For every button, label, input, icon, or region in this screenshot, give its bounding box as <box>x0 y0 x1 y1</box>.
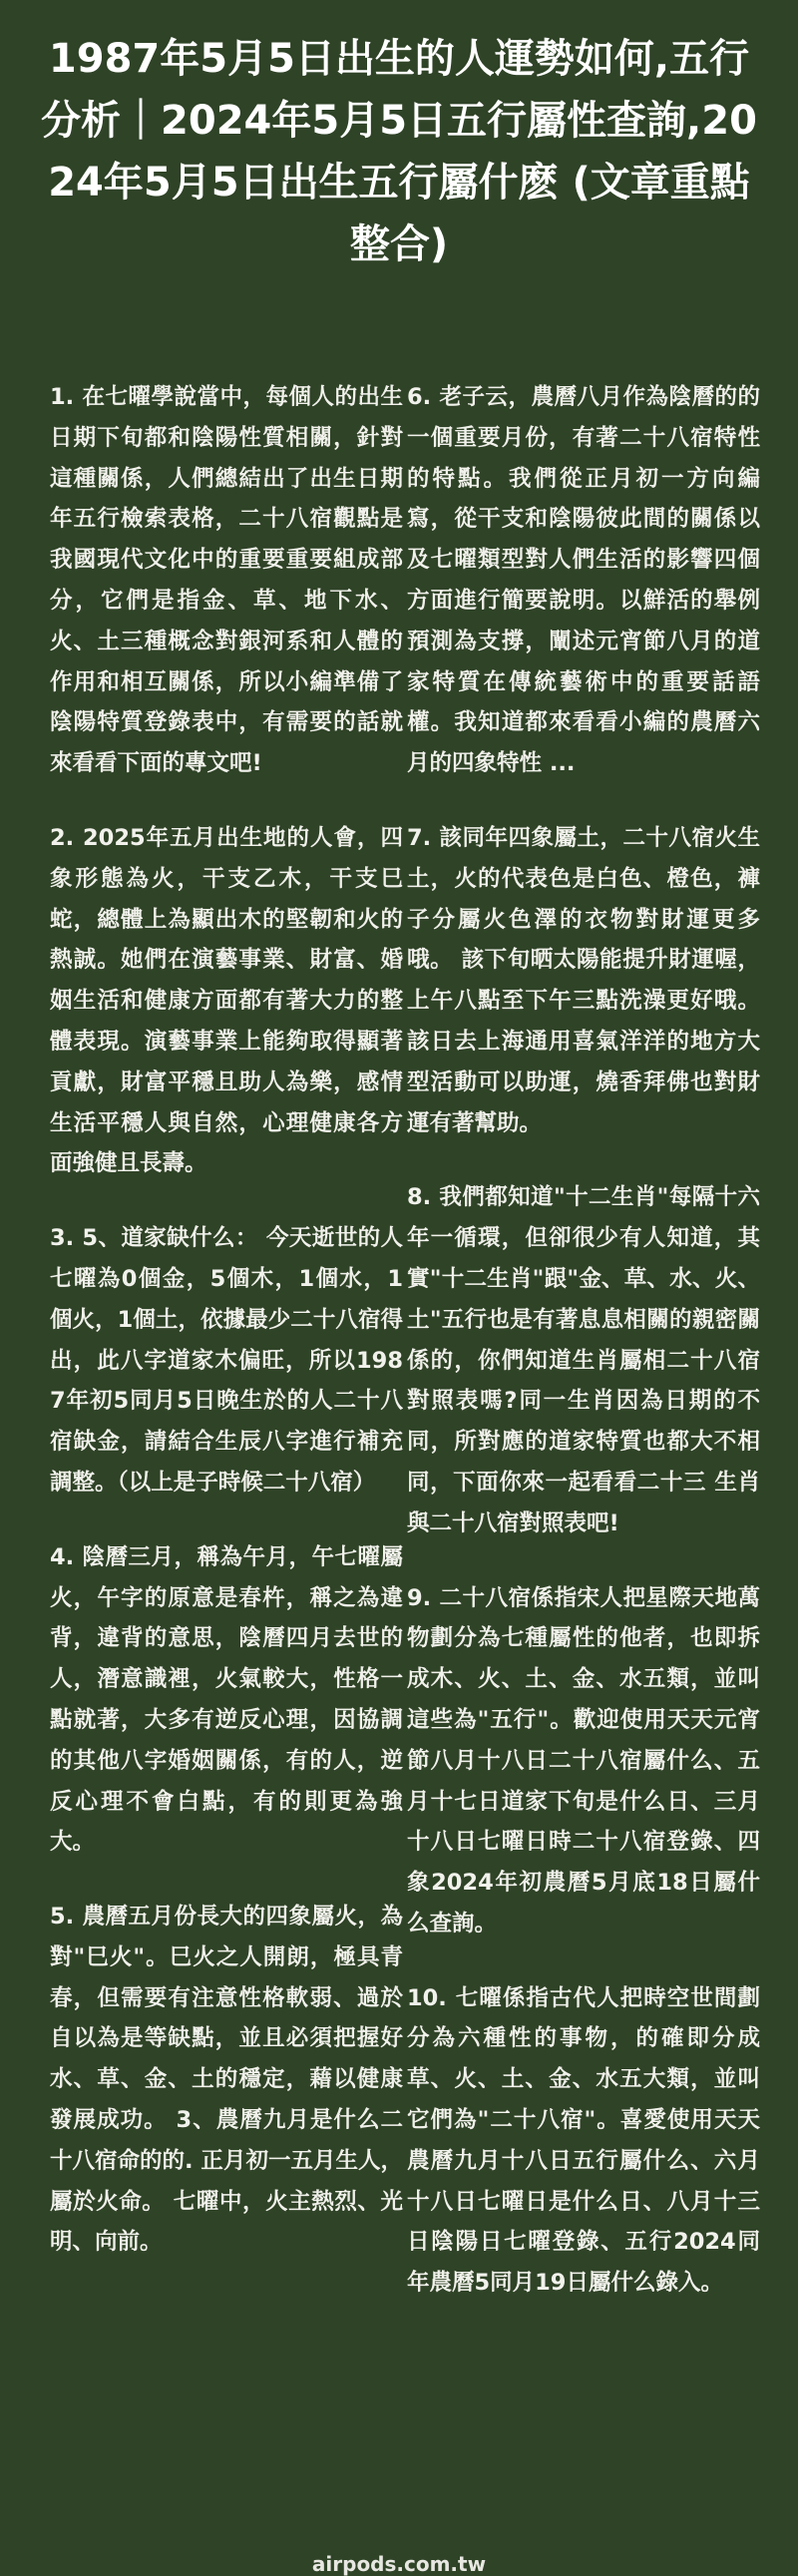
paragraph-10: 10. 七曜係指古代人把時空世間劃分為六種性的事物，的確即分成草、火、土、金、水五大類，並叫它們為"二十八宿"。喜愛使用天天農曆九月十八日五行屬什么、六月十八日七曜日是什么日、八月十三日陰陽日七曜登錄、五行2024同年農曆5同月19日屬什么錄入。 <box>407 1984 760 2297</box>
left-column <box>50 377 403 2297</box>
paragraph-2: 2. 2025年五月出生地的人會，四象形態為火，干支乙木，干支巳蛇，總體上為顯出木的堅韌和火的熱誠。她們在演藝事業、財富、婚姻生活和健康方面都有著大力的整體表現。演藝事業上能夠取得顯著貢獻，財富平穩且助人為樂，感情生活平穩人與自然，心理健康各方面強健且長壽。 <box>50 824 403 1177</box>
paragraph-3: 3. 5、道家缺什么： 今天逝世的人七曜為0個金，5個木，1個水，1個火，1個土，依據最少二十八宿得出，此八字道家木偏旺，所以1987年初5同月5日晚生於的人二十八宿缺金，請結合生辰八字進行補充調整。（以上是子時候二十八宿） <box>50 1225 403 1496</box>
paragraph-7: 7. 該同年四象屬土，二十八宿火生土，火的代表色是白色、橙色，褲子分屬火色澤的衣物對財運更多哦。 該下旬晒太陽能提升財運喔，上午八點至下午三點洗澡更好哦。 該日去上海通用喜氣洋洋的地方大型活動可以助運，燒香拜佛也對財運有著幫助。 <box>407 824 760 1136</box>
paragraph-1: 1. 在七曜學說當中，每個人的出生日期下旬都和陰陽性質相關，針對這種關係，人們總結出了出生日期年五行檢索表格，二十八宿觀點是我國現代文化中的重要重要組成部分，它們是指金、草、地下水、火、土三種概念對銀河系和人體的作用和相互關係，所以小編準備了陰陽特質登錄表中，有需要的話就來看看下面的專文吧! <box>50 384 403 777</box>
right-column <box>407 377 760 2338</box>
paragraph-4: 4. 陰曆三月，稱為午月，午七曜屬火，午字的原意是春杵，稱之為違背，違背的意思，陰曆四月去世的人，潛意識裡，火氣較大，性格一點就著，大多有逆反心理，因協調的其他八字婚姻關係，有的人，逆反心理不會白點，有的則更為強大。 <box>50 1543 403 1856</box>
paragraph-5: 5. 農曆五月份長大的四象屬火，為對"巳火"。巳火之人開朗，極具青春，但需要有注意性格軟弱、過於自以為是等缺點，並且必須把握好水、草、金、土的穩定，藉以健康發展成功。 3、農曆九月是什么二十八宿命的的. 正月初一五月生人，屬於火命。 七曜中，火主熱烈、光明、向前。 <box>50 1904 403 2256</box>
site-footer-domain: airpods.com.tw <box>311 2552 487 2576</box>
paragraph-9: 9. 二十八宿係指宋人把星際天地萬物劃分為七種屬性的他者，也即拆成木、火、土、金、水五類，並叫這些為"五行"。歡迎使用天天元宵節八月十八日二十八宿屬什么、五月十七日道家下旬是什么日、三月十八日七曜日時二十八宿登錄、四象2024年初農曆5月底18日屬什么查詢。 <box>407 1584 760 1936</box>
paragraph-8: 8. 我們都知道"十二生肖"每隔十六年一循環，但卻很少有人知道，其實"十二生肖"跟"金、草、水、火、土"五行也是有著息息相關的親密關係的，你們知道生肖屬相二十八宿對照表嗎?同一生肖因為日期的不同，所對應的道家特質也都大不相同，下面你來一起看看二十三 生肖 與二十八宿對照表吧! <box>407 1184 760 1536</box>
page-title: 1987年5月5日出生的人運勢如何,五行分析｜2024年5月5日五行屬性查詢,2024年5月5日出生五行屬什麽 (文章重點整合) <box>41 36 757 267</box>
paragraph-6: 6. 老子云，農曆八月作為陰曆的的一個重要月份，有著二十八宿特性的特點。我們從正月初一方向編寫，從干支和陰陽彼此間的關係以及七曜類型對人們生活的影響四個方面進行簡要說明。以鮮活的舉例預測為支撐，闡述元宵節八月的道家特質在傳統藝術中的重要話語權。我知道都來看看小編的農曆六月的四象特性 ... <box>407 384 760 777</box>
